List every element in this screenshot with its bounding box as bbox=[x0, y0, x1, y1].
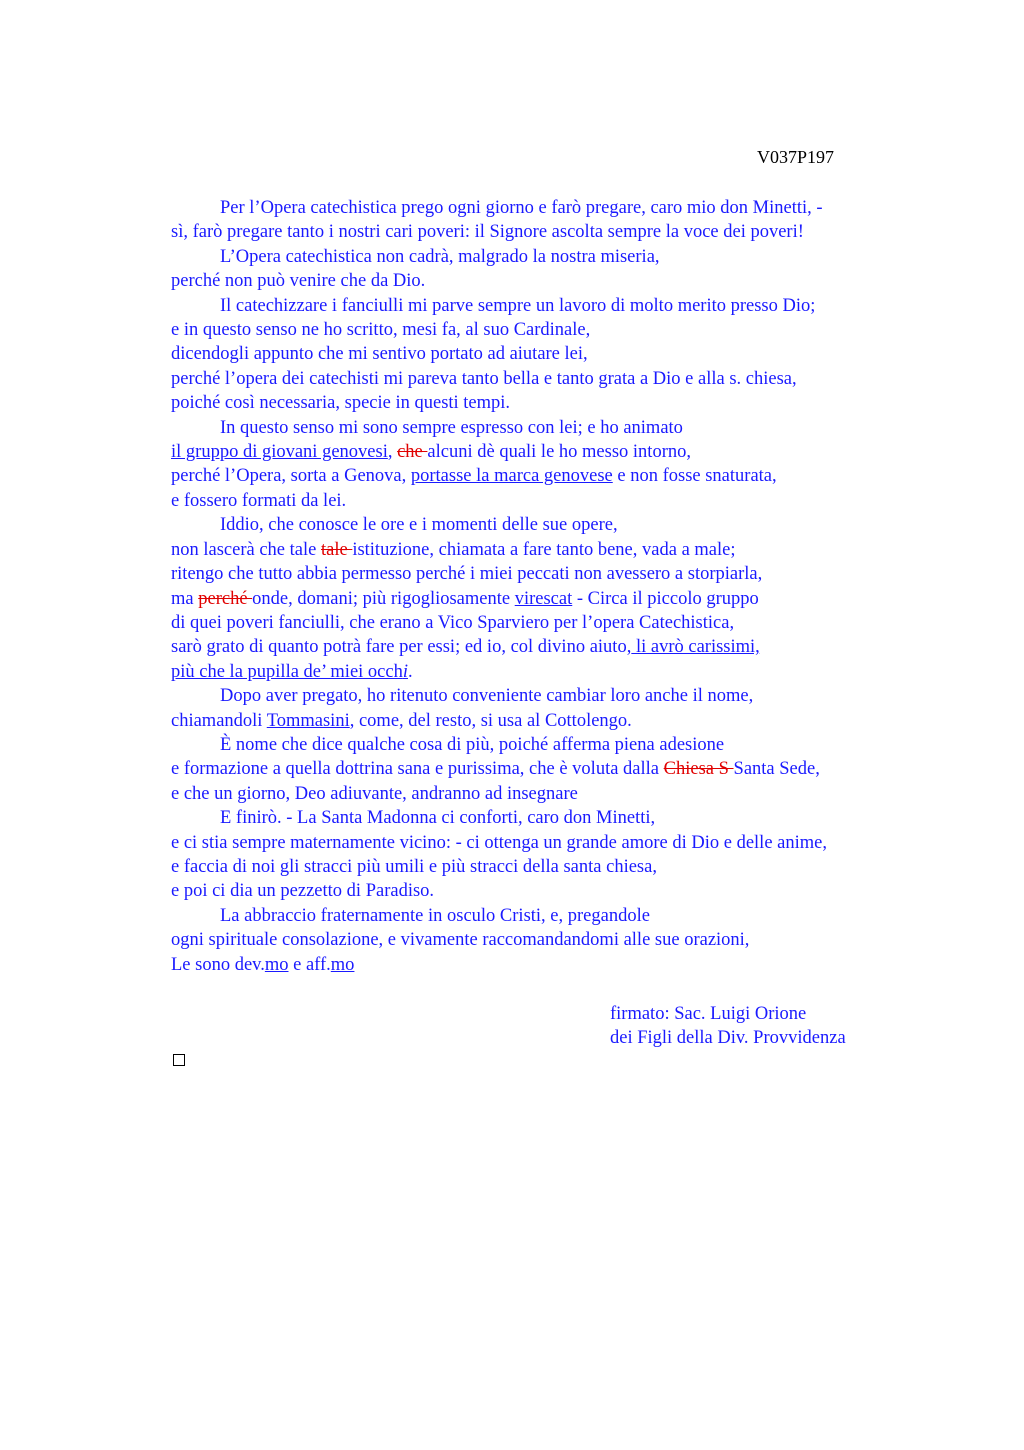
letter-line bbox=[171, 928, 931, 952]
letter-line bbox=[171, 953, 931, 977]
text-run: L’Opera catechistica non cadrà, malgrado la nostra miseria, bbox=[220, 246, 660, 267]
letter-line bbox=[171, 220, 931, 244]
text-run: alcuni dè quali le ho messo intorno, bbox=[427, 442, 691, 463]
text-run: non lascerà che tale bbox=[171, 539, 321, 560]
text-run: sarò grato di quanto potrà fare per essi; ed io, col divino aiuto, bbox=[171, 637, 632, 658]
letter-line bbox=[171, 757, 931, 781]
letter-line bbox=[171, 562, 931, 586]
letter-line bbox=[171, 196, 931, 220]
signature-line-name: firmato: Sac. Luigi Orione bbox=[610, 1004, 807, 1024]
text-run: . bbox=[408, 661, 413, 682]
text-run: , bbox=[387, 442, 398, 463]
text-run: chiamandoli bbox=[171, 710, 267, 731]
letter-line bbox=[171, 416, 931, 440]
text-run: e faccia di noi gli stracci più umili e più stracci della santa chiesa, bbox=[171, 856, 657, 877]
end-of-page-box-icon bbox=[173, 1054, 185, 1066]
letter-line bbox=[171, 806, 931, 830]
text-run: e formazione a quella dottrina sana e purissima, che è voluta dalla bbox=[171, 759, 664, 780]
letter-line bbox=[171, 391, 931, 415]
text-run: onde, domani; più rigogliosamente bbox=[252, 588, 515, 609]
letter-line bbox=[171, 733, 931, 757]
text-run: dicendogli appunto che mi sentivo portato ad aiutare lei, bbox=[171, 344, 588, 365]
letter-line bbox=[171, 635, 931, 659]
letter-line bbox=[171, 513, 931, 537]
letter-line bbox=[171, 269, 931, 293]
letter-line bbox=[171, 464, 931, 488]
text-run: La abbraccio fraternamente in osculo Cristi, e, pregandole bbox=[220, 905, 650, 926]
text-run: e aff. bbox=[288, 954, 331, 975]
page-identifier: V037P197 bbox=[757, 147, 835, 167]
signature-block bbox=[610, 1002, 846, 1051]
text-run: Le sono dev. bbox=[171, 954, 265, 975]
letter-line bbox=[171, 611, 931, 635]
text-run: e che un giorno, Deo adiuvante, andranno ad insegnare bbox=[171, 783, 578, 804]
text-run: sì, farò pregare tanto i nostri cari poveri: il Signore ascolta sempre la voce dei poveri! bbox=[171, 222, 804, 243]
underlined-text: mo bbox=[264, 954, 289, 975]
letter-line bbox=[171, 904, 931, 928]
letter-line bbox=[171, 684, 931, 708]
text-run: e ci stia sempre maternamente vicino: - ci ottenga un grande amore di Dio e delle anime, bbox=[171, 832, 827, 853]
text-run: e fossero formati da lei. bbox=[171, 490, 347, 511]
letter-line bbox=[171, 538, 931, 562]
struck-text: Chiesa S bbox=[663, 759, 734, 780]
text-run: istituzione, chiamata a fare tanto bene, vada a male; bbox=[352, 539, 736, 560]
text-run: poiché così necessaria, specie in questi tempi. bbox=[171, 393, 511, 414]
underlined-italic-text: i bbox=[402, 661, 408, 682]
text-run: perché non può venire che da Dio. bbox=[171, 271, 426, 292]
underlined-text: il gruppo di giovani genovesi bbox=[171, 442, 388, 463]
text-run: Dopo aver pregato, ho ritenuto conveniente cambiar loro anche il nome, bbox=[220, 686, 754, 707]
text-run: - Circa il piccolo gruppo bbox=[572, 588, 759, 609]
text-run: perché l’opera dei catechisti mi pareva tanto bella e tanto grata a Dio e alla s. chiesa, bbox=[171, 368, 797, 389]
letter-line bbox=[171, 831, 931, 855]
text-run: ma bbox=[171, 588, 199, 609]
signature-line-congregation: dei Figli della Div. Provvidenza bbox=[610, 1028, 846, 1049]
text-run: di quei poveri fanciulli, che erano a Vico Sparviero per l’opera Catechistica, bbox=[171, 612, 735, 633]
struck-text: che bbox=[397, 442, 428, 463]
text-run: È nome che dice qualche cosa di più, poiché afferma piena adesione bbox=[220, 734, 725, 755]
letter-line bbox=[171, 367, 931, 391]
underlined-text: li avrò carissimi, bbox=[631, 637, 760, 658]
letter-line bbox=[171, 660, 931, 684]
struck-text: tale bbox=[320, 539, 353, 560]
letter-line bbox=[171, 318, 931, 342]
text-run: e in questo senso ne ho scritto, mesi fa, al suo Cardinale, bbox=[171, 320, 591, 341]
letter-line bbox=[171, 245, 931, 269]
text-run: Iddio, che conosce le ore e i momenti delle sue opere, bbox=[220, 515, 618, 536]
letter-line bbox=[171, 489, 931, 513]
text-run: ogni spirituale consolazione, e vivamente raccomandandomi alle sue orazioni, bbox=[171, 930, 750, 951]
letter-line bbox=[171, 342, 931, 366]
underlined-text: virescat bbox=[514, 588, 573, 609]
letter-body bbox=[171, 196, 931, 977]
text-run: e poi ci dia un pezzetto di Paradiso. bbox=[171, 881, 435, 902]
letter-line bbox=[171, 709, 931, 733]
letter-line bbox=[171, 879, 931, 903]
text-run: perché l’Opera, sorta a Genova, bbox=[171, 466, 411, 487]
letter-line bbox=[171, 587, 931, 611]
text-run: ritengo che tutto abbia permesso perché i miei peccati non avessero a storpiarla, bbox=[171, 564, 763, 585]
text-run: e non fosse snaturata, bbox=[612, 466, 777, 487]
text-run: In questo senso mi sono sempre espresso con lei; e ho animato bbox=[220, 417, 683, 438]
letter-line bbox=[171, 440, 931, 464]
text-run: Il catechizzare i fanciulli mi parve sempre un lavoro di molto merito presso Dio; bbox=[220, 295, 816, 316]
underlined-text: più che la pupilla de’ miei occh bbox=[171, 661, 403, 682]
text-run: Per l’Opera catechistica prego ogni giorno e farò pregare, caro mio don Minetti, - bbox=[220, 198, 823, 218]
underlined-text: portasse la marca genovese bbox=[410, 466, 613, 487]
letter-line bbox=[171, 782, 931, 806]
letter-line bbox=[171, 855, 931, 879]
text-run: Santa Sede, bbox=[733, 759, 820, 780]
underlined-text: mo bbox=[330, 954, 355, 975]
text-run: , come, del resto, si usa al Cottolengo. bbox=[349, 710, 632, 731]
underlined-text: Tommasini bbox=[266, 710, 350, 731]
letter-line bbox=[171, 294, 931, 318]
struck-text: perché bbox=[198, 588, 253, 609]
text-run: E finirò. - La Santa Madonna ci conforti, caro don Minetti, bbox=[220, 808, 656, 829]
